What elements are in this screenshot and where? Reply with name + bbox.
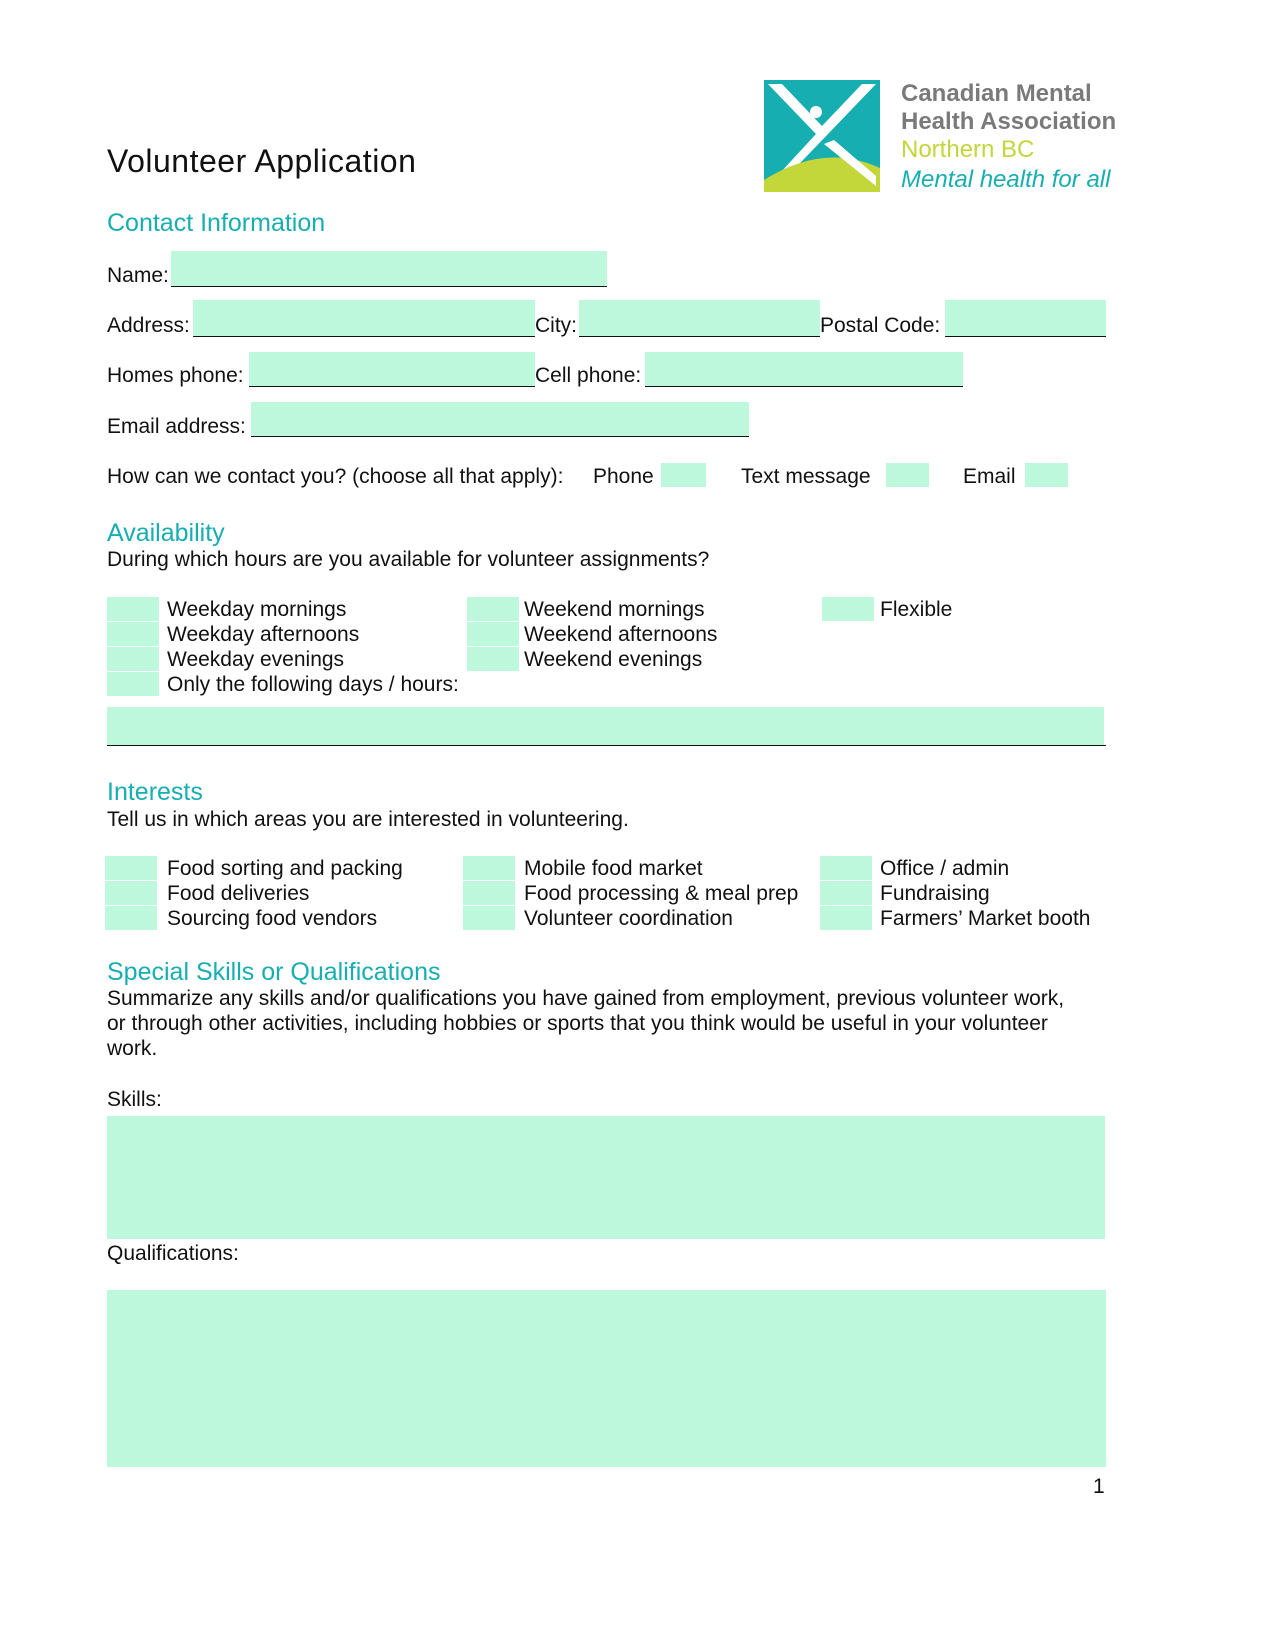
interest-checkbox[interactable] bbox=[463, 881, 515, 905]
weekday-afternoons-checkbox[interactable] bbox=[107, 622, 159, 646]
interest-option: Food deliveries bbox=[167, 882, 310, 905]
city-field[interactable] bbox=[579, 300, 820, 336]
availability-option: Weekend afternoons bbox=[524, 623, 718, 646]
interest-option: Food sorting and packing bbox=[167, 857, 403, 880]
contact-text-checkbox[interactable] bbox=[886, 463, 929, 487]
logo-tagline: Mental health for all bbox=[901, 166, 1111, 193]
interests-prompt: Tell us in which areas you are interested in volunteering. bbox=[107, 808, 629, 831]
name-label: Name: bbox=[107, 264, 169, 287]
interest-checkbox[interactable] bbox=[463, 906, 515, 930]
availability-option: Flexible bbox=[880, 598, 953, 621]
city-underline bbox=[579, 336, 820, 337]
availability-option: Only the following days / hours: bbox=[167, 673, 459, 696]
address-field[interactable] bbox=[193, 300, 535, 336]
home-phone-label: Homes phone: bbox=[107, 364, 244, 387]
skills-prompt-line: or through other activities, including hobbies or sports that you think would be useful in your volunteer bbox=[107, 1012, 1048, 1035]
postal-code-underline bbox=[945, 336, 1106, 337]
weekday-evenings-checkbox[interactable] bbox=[107, 647, 159, 671]
interest-option: Mobile food market bbox=[524, 857, 703, 880]
contact-method-question: How can we contact you? (choose all that apply): bbox=[107, 465, 564, 488]
qualifications-label: Qualifications: bbox=[107, 1242, 239, 1265]
contact-option-text-label: Text message bbox=[741, 465, 871, 488]
interest-option: Fundraising bbox=[880, 882, 990, 905]
interest-checkbox[interactable] bbox=[463, 856, 515, 880]
availability-option: Weekday mornings bbox=[167, 598, 347, 621]
availability-option: Weekend evenings bbox=[524, 648, 703, 671]
specific-hours-checkbox[interactable] bbox=[107, 672, 159, 696]
home-phone-underline bbox=[249, 386, 535, 387]
qualifications-textarea[interactable] bbox=[107, 1290, 1106, 1467]
interest-option: Office / admin bbox=[880, 857, 1010, 880]
availability-option: Weekday afternoons bbox=[167, 623, 360, 646]
cell-phone-field[interactable] bbox=[645, 352, 963, 387]
address-label: Address: bbox=[107, 314, 190, 337]
specific-hours-underline bbox=[107, 745, 1106, 746]
contact-option-phone-label: Phone bbox=[593, 465, 654, 488]
interest-option: Sourcing food vendors bbox=[167, 907, 378, 930]
availability-option: Weekend mornings bbox=[524, 598, 705, 621]
logo-line-2: Health Association bbox=[901, 108, 1117, 135]
weekend-mornings-checkbox[interactable] bbox=[467, 597, 519, 621]
email-label: Email address: bbox=[107, 415, 246, 438]
specific-hours-field[interactable] bbox=[107, 707, 1104, 745]
postal-code-label: Postal Code: bbox=[820, 314, 941, 337]
availability-option: Weekday evenings bbox=[167, 648, 345, 671]
interest-option: Food processing & meal prep bbox=[524, 882, 799, 905]
name-underline bbox=[171, 286, 607, 287]
city-label: City: bbox=[535, 314, 577, 337]
page-number: 1 bbox=[1093, 1475, 1105, 1498]
skills-label: Skills: bbox=[107, 1088, 162, 1111]
email-underline bbox=[251, 436, 749, 437]
interest-checkbox[interactable] bbox=[820, 881, 872, 905]
logo-line-1: Canadian Mental bbox=[901, 80, 1092, 107]
interest-checkbox[interactable] bbox=[105, 856, 157, 880]
address-underline bbox=[193, 336, 535, 337]
contact-heading: Contact Information bbox=[107, 209, 326, 237]
email-field[interactable] bbox=[251, 402, 749, 437]
logo-line-3: Northern BC bbox=[901, 136, 1035, 163]
interest-option: Farmers’ Market booth bbox=[880, 907, 1091, 930]
flexible-checkbox[interactable] bbox=[822, 597, 874, 621]
skills-prompt-line: work. bbox=[107, 1037, 158, 1060]
skills-heading: Special Skills or Qualifications bbox=[107, 958, 441, 986]
home-phone-field[interactable] bbox=[249, 352, 535, 387]
contact-email-checkbox[interactable] bbox=[1025, 463, 1068, 487]
cell-phone-underline bbox=[645, 386, 963, 387]
name-field[interactable] bbox=[171, 251, 607, 287]
page-title: Volunteer Application bbox=[107, 143, 417, 179]
availability-prompt: During which hours are you available for volunteer assignments? bbox=[107, 548, 710, 571]
weekend-evenings-checkbox[interactable] bbox=[467, 647, 519, 671]
interest-checkbox[interactable] bbox=[820, 906, 872, 930]
skills-prompt-line: Summarize any skills and/or qualifications you have gained from employment, previous volunteer work, bbox=[107, 987, 1065, 1010]
weekend-afternoons-checkbox[interactable] bbox=[467, 622, 519, 646]
interest-option: Volunteer coordination bbox=[524, 907, 733, 930]
postal-code-field[interactable] bbox=[945, 300, 1106, 336]
interest-checkbox[interactable] bbox=[105, 881, 157, 905]
availability-heading: Availability bbox=[107, 519, 225, 547]
interests-heading: Interests bbox=[107, 778, 203, 806]
cell-phone-label: Cell phone: bbox=[535, 364, 642, 387]
skills-textarea[interactable] bbox=[107, 1116, 1105, 1239]
interest-checkbox[interactable] bbox=[820, 856, 872, 880]
contact-phone-checkbox[interactable] bbox=[661, 463, 706, 487]
organization-logo bbox=[764, 80, 1124, 195]
weekday-mornings-checkbox[interactable] bbox=[107, 597, 159, 621]
interest-checkbox[interactable] bbox=[105, 906, 157, 930]
contact-option-email-label: Email bbox=[963, 465, 1016, 488]
logo-mark-icon bbox=[764, 80, 880, 192]
